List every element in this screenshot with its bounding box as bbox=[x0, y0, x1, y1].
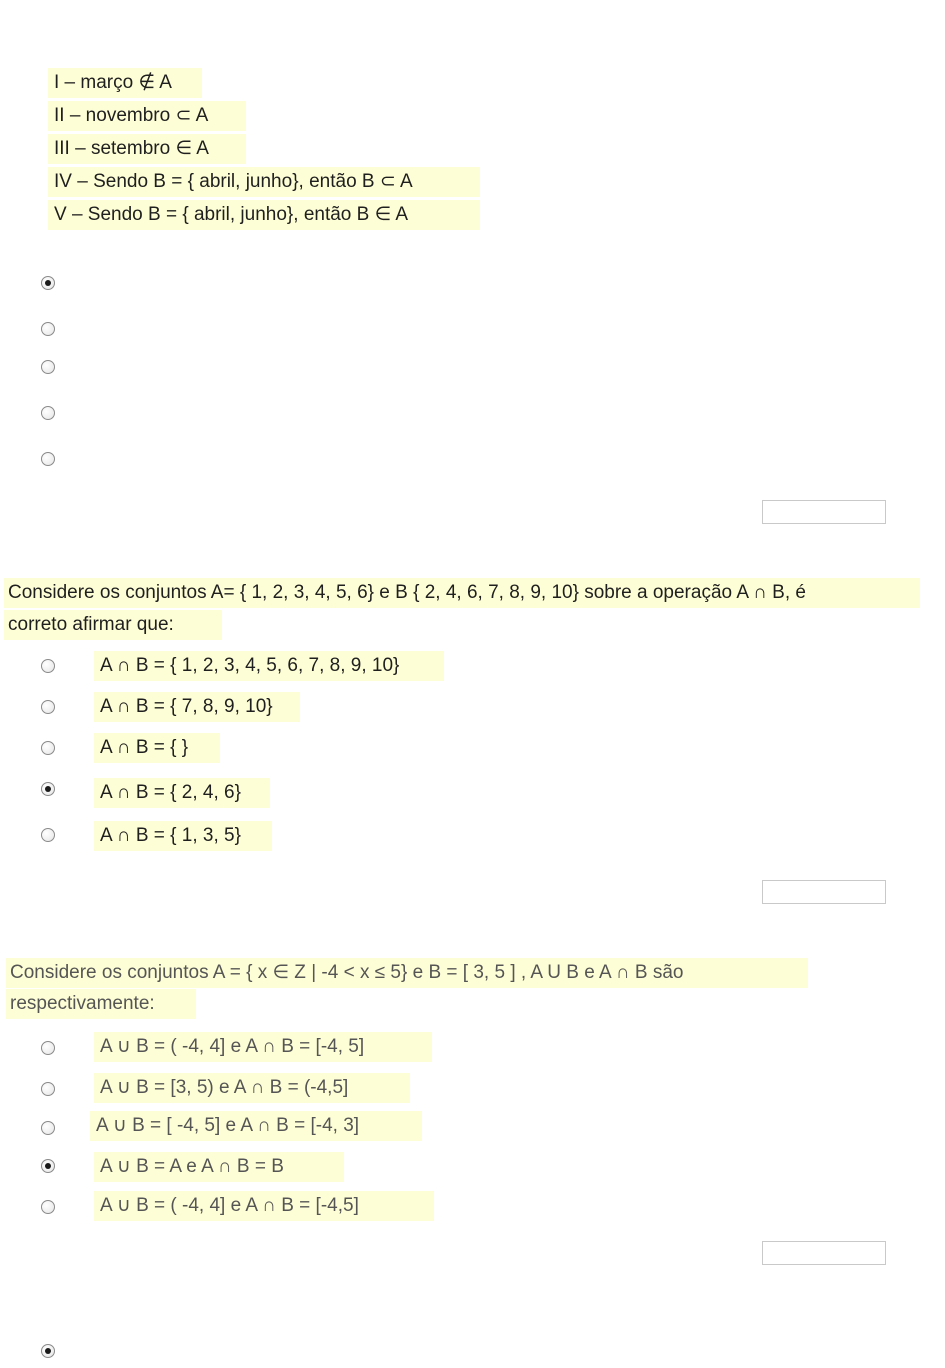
q3-option-4-radio[interactable] bbox=[41, 1159, 55, 1173]
q1-answer-box[interactable] bbox=[762, 500, 886, 524]
q1-statement-2: II – novembro ⊂ A bbox=[48, 101, 246, 131]
q2-option-2-label: A ∩ B = { 7, 8, 9, 10} bbox=[94, 692, 300, 722]
q1-statement-4: IV – Sendo B = { abril, junho}, então B ⊂ A bbox=[48, 167, 480, 197]
q3-option-3-radio[interactable] bbox=[41, 1121, 55, 1135]
q2-question-line-2: correto afirmar que: bbox=[4, 610, 222, 640]
q1-statement-5: V – Sendo B = { abril, junho}, então B ∈ A bbox=[48, 200, 480, 230]
q1-option-3-radio[interactable] bbox=[41, 360, 55, 374]
q3-option-4-label: A ∪ B = A e A ∩ B = B bbox=[94, 1152, 344, 1182]
q2-option-3-label: A ∩ B = { } bbox=[94, 733, 220, 763]
q2-option-2-radio[interactable] bbox=[41, 700, 55, 714]
q3-option-5-radio[interactable] bbox=[41, 1200, 55, 1214]
q1-option-1-radio[interactable] bbox=[41, 276, 55, 290]
q2-question-line-1: Considere os conjuntos A= { 1, 2, 3, 4, 5, 6} e B { 2, 4, 6, 7, 8, 9, 10} sobre a operação A ∩ B, é bbox=[4, 578, 920, 608]
q2-option-4-radio[interactable] bbox=[41, 782, 55, 796]
q2-option-5-label: A ∩ B = { 1, 3, 5} bbox=[94, 821, 272, 851]
q2-option-5-radio[interactable] bbox=[41, 828, 55, 842]
q1-option-2-radio[interactable] bbox=[41, 322, 55, 336]
q4-option-1-radio[interactable] bbox=[41, 1344, 55, 1358]
q3-option-2-label: A ∪ B = [3, 5) e A ∩ B = (-4,5] bbox=[94, 1073, 410, 1103]
q2-option-1-radio[interactable] bbox=[41, 659, 55, 673]
q3-question-line-2: respectivamente: bbox=[6, 989, 196, 1019]
q3-option-1-radio[interactable] bbox=[41, 1041, 55, 1055]
q2-option-1-label: A ∩ B = { 1, 2, 3, 4, 5, 6, 7, 8, 9, 10} bbox=[94, 651, 444, 681]
q1-statement-3: III – setembro ∈ A bbox=[48, 134, 246, 164]
q3-option-2-radio[interactable] bbox=[41, 1082, 55, 1096]
q2-option-3-radio[interactable] bbox=[41, 741, 55, 755]
q3-option-5-label: A ∪ B = ( -4, 4] e A ∩ B = [-4,5] bbox=[94, 1191, 434, 1221]
q3-answer-box[interactable] bbox=[762, 1241, 886, 1265]
q1-option-4-radio[interactable] bbox=[41, 406, 55, 420]
q2-option-4-label: A ∩ B = { 2, 4, 6} bbox=[94, 778, 270, 808]
q1-statement-1: I – março ∉ A bbox=[48, 68, 202, 98]
q3-question-line-1: Considere os conjuntos A = { x ∈ Z | -4 < x ≤ 5} e B = [ 3, 5 ] , A U B e A ∩ B são bbox=[6, 958, 808, 988]
q3-option-1-label: A ∪ B = ( -4, 4] e A ∩ B = [-4, 5] bbox=[94, 1032, 432, 1062]
q2-answer-box[interactable] bbox=[762, 880, 886, 904]
q3-option-3-label: A ∪ B = [ -4, 5] e A ∩ B = [-4, 3] bbox=[90, 1111, 422, 1141]
q1-option-5-radio[interactable] bbox=[41, 452, 55, 466]
